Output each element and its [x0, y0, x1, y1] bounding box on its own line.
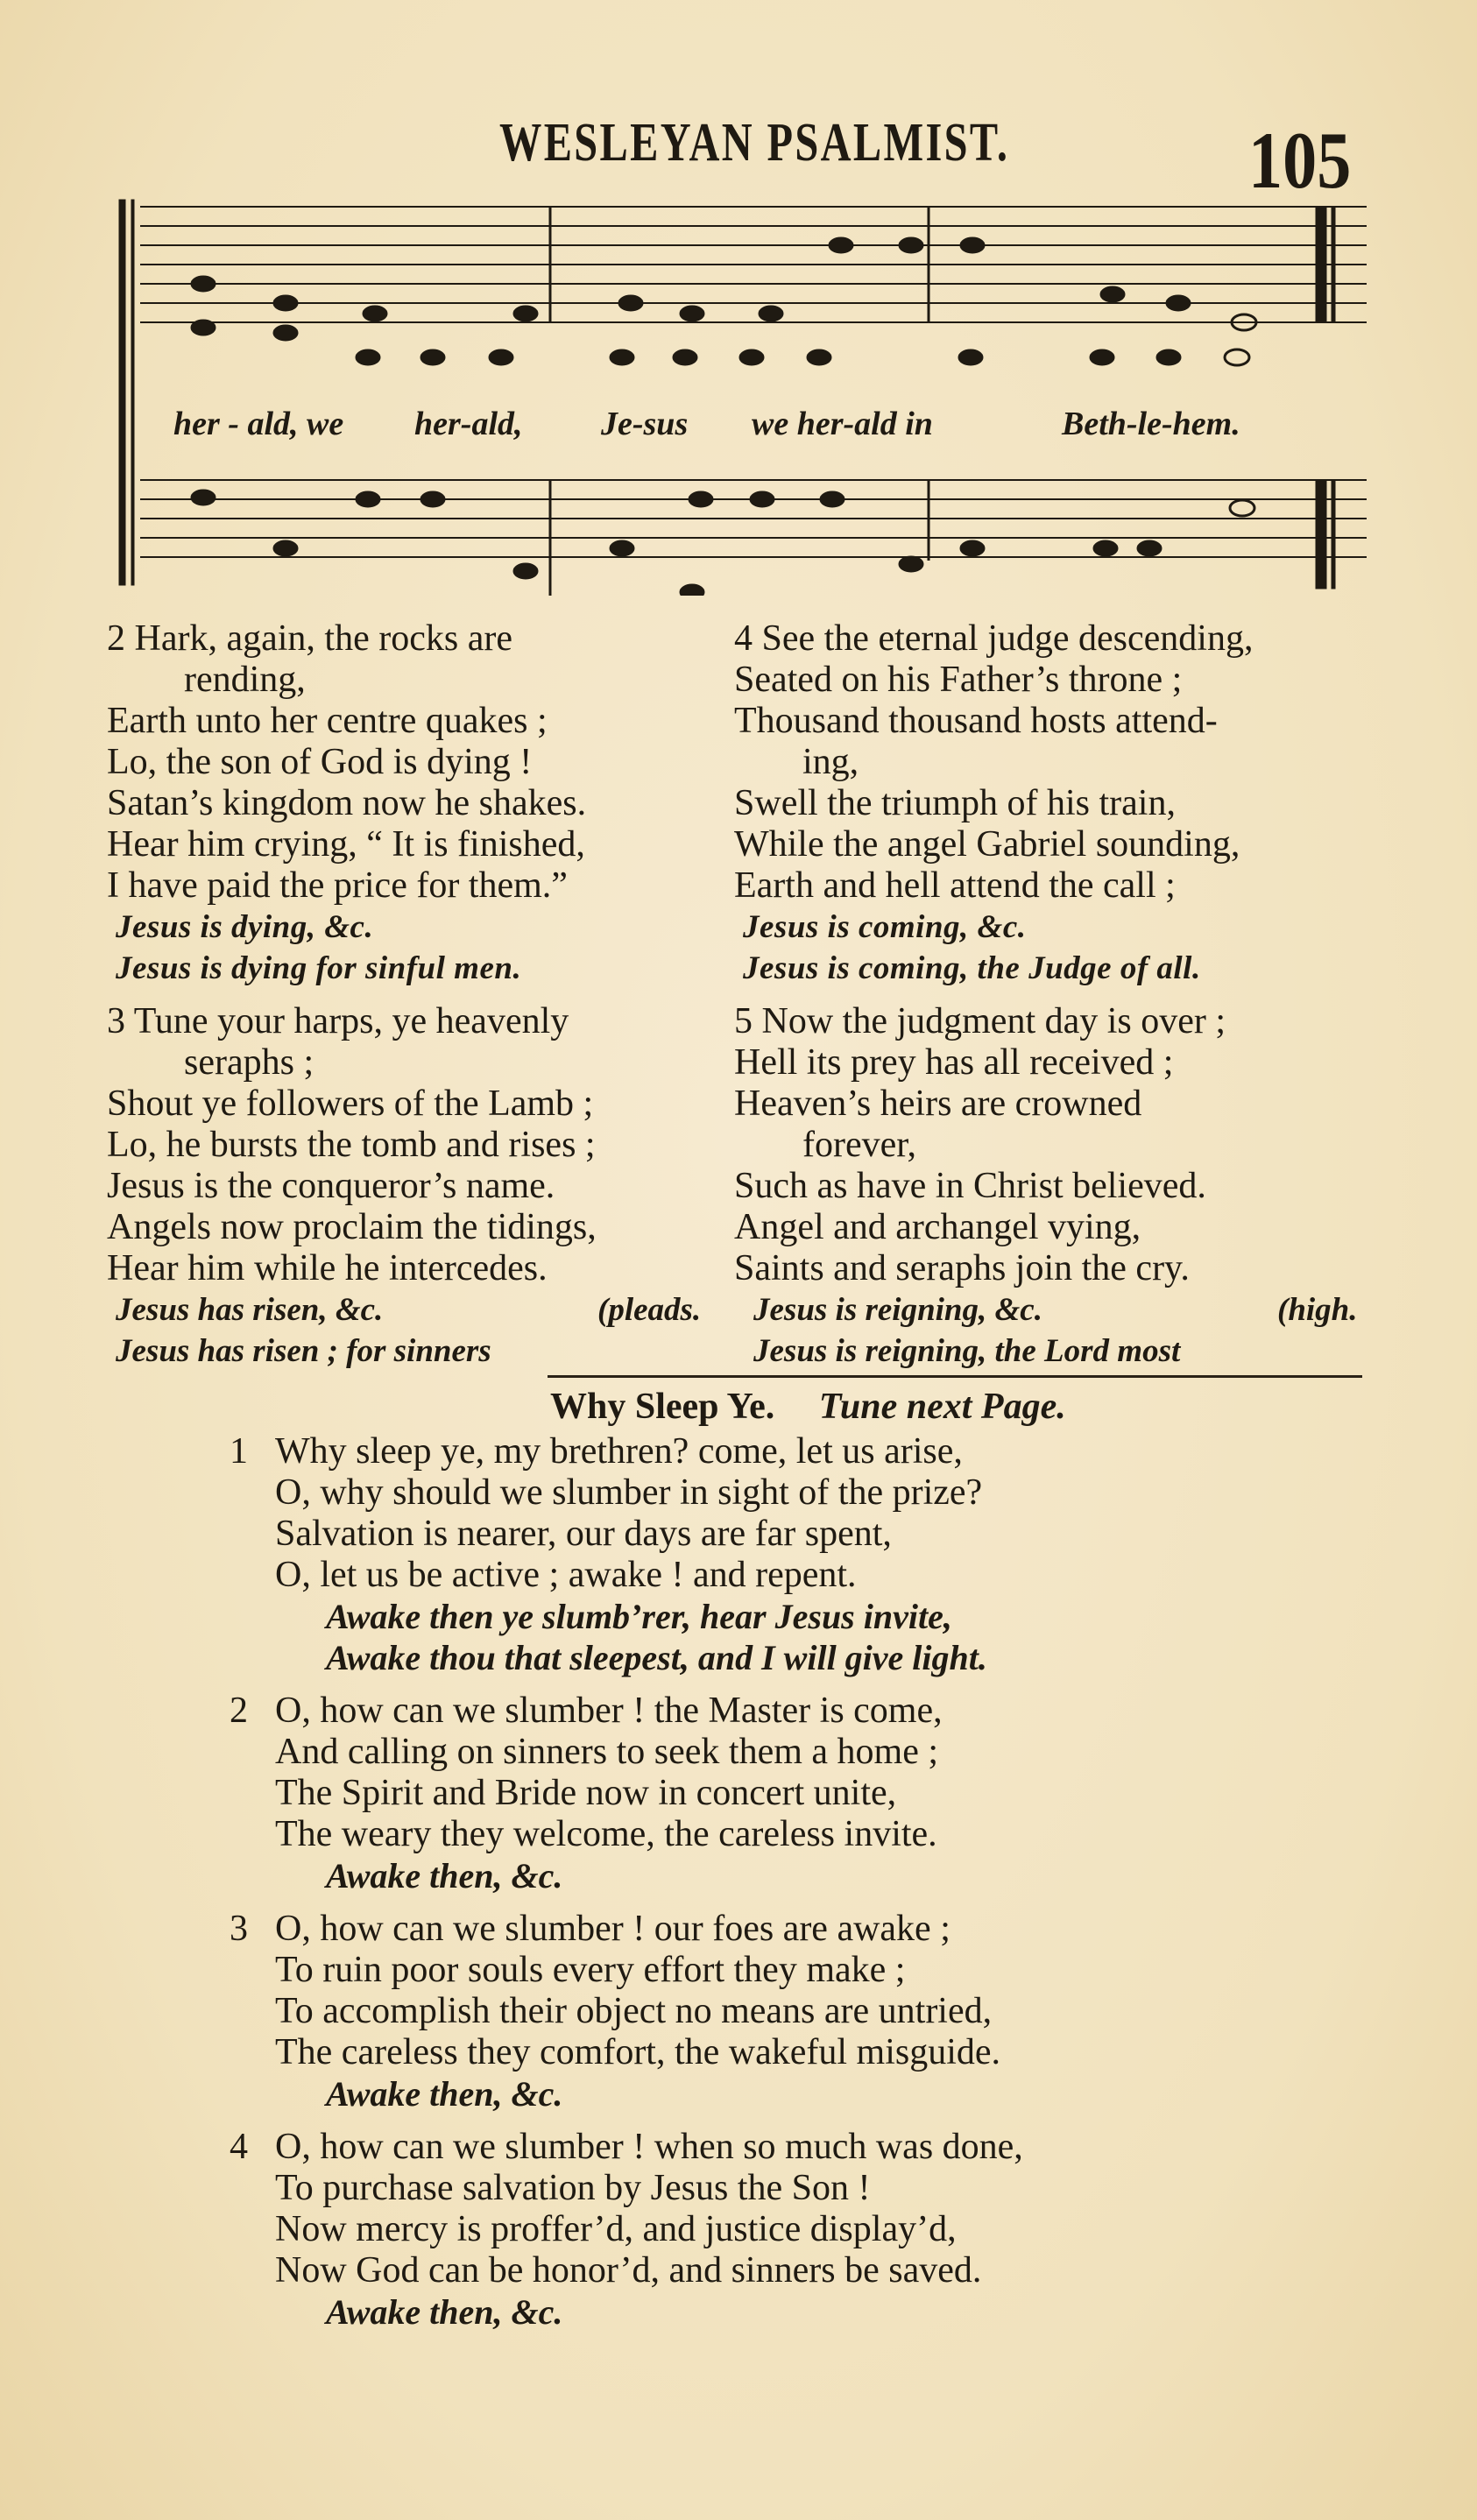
chorus-row	[734, 1331, 1253, 1372]
verse-line: Why sleep ye, my brethren? come, let us arise,	[275, 1431, 963, 1472]
refrain-line: Awake then, &c.	[326, 2074, 563, 2114]
stanzas-left	[107, 618, 702, 1384]
verse-line: The Spirit and Bride now in concert unite,	[275, 1773, 897, 1813]
stanza-line: 2 Hark, again, the rocks are	[107, 618, 512, 659]
chorus-continuation: (high.	[1277, 1292, 1358, 1328]
verse-line: O, why should we slumber in sight of the prize?	[275, 1472, 983, 1513]
chorus-line: Jesus is reigning, &c.	[753, 1292, 1042, 1328]
lyric-syllables: her-ald,	[414, 406, 523, 442]
stanza-3	[107, 1001, 702, 1372]
verse-line: To accomplish their object no means are untried,	[275, 1991, 993, 2031]
stanza-line: Satan’s kingdom now he shakes.	[107, 783, 587, 823]
lyric-syllables: Je-sus	[601, 406, 689, 442]
verse-line: The careless they comfort, the wakeful misguide.	[275, 2032, 1001, 2072]
stanza-line: 3 Tune your harps, ye heavenly	[107, 1001, 569, 1041]
stanza-line: Angels now proclaim the tidings,	[107, 1207, 597, 1247]
stanza-line: 4 See the eternal judge descending,	[734, 618, 1254, 659]
running-title: WESLEYAN PSALMIST.	[499, 113, 1010, 173]
verse-line: Now God can be honor’d, and sinners be saved.	[275, 2250, 982, 2291]
stanza-line: 5 Now the judgment day is over ;	[734, 1001, 1226, 1041]
stanza-line: forever,	[802, 1125, 917, 1165]
stanza-line: Such as have in Christ believed.	[734, 1166, 1206, 1206]
refrain-line: Awake then, &c.	[326, 2292, 563, 2332]
verse-1	[230, 1431, 1023, 1678]
stanzas-right	[734, 618, 1358, 1384]
lyric-syllables: Beth-le-hem.	[1062, 406, 1240, 442]
stanza-5	[734, 1001, 1358, 1372]
chorus-line: Jesus has risen, &c.	[116, 1292, 384, 1328]
hymn-header	[550, 1386, 1066, 1428]
noteheads-lower	[191, 490, 1254, 596]
chorus-line: Jesus has risen ; for sinners	[116, 1333, 491, 1369]
stanza-line: Seated on his Father’s throne ;	[734, 660, 1183, 700]
lower-staff	[140, 480, 1367, 557]
chorus-continuation: (pleads.	[597, 1292, 702, 1328]
chorus-line: Jesus is coming, the Judge of all.	[743, 950, 1201, 986]
verse-number: 4	[230, 2127, 248, 2167]
verse-line: O, how can we slumber ! the Master is come,	[275, 1691, 943, 1731]
stanza-2	[107, 618, 597, 989]
system-line	[131, 200, 134, 585]
stanza-line: Lo, the son of God is dying !	[107, 742, 533, 782]
chorus-line: Jesus is dying, &c.	[116, 909, 374, 945]
refrain-line: Awake then ye slumb’rer, hear Jesus invite,	[326, 1597, 952, 1636]
hymn-verses	[230, 1431, 1023, 2345]
verse-number: 1	[230, 1431, 248, 1472]
verse-4	[230, 2127, 1023, 2333]
stanza-line: I have paid the price for them.”	[107, 865, 568, 906]
refrain-line: Awake then, &c.	[326, 1856, 563, 1895]
section-divider	[548, 1375, 1362, 1378]
chorus-line: Jesus is dying for sinful men.	[116, 950, 522, 986]
chorus-row	[734, 1289, 1358, 1331]
stanza-line: Jesus is the conqueror’s name.	[107, 1166, 555, 1206]
stanza-line: While the angel Gabriel sounding,	[734, 824, 1240, 865]
verse-line: To ruin poor souls every effort they make ;	[275, 1950, 906, 1990]
stanza-line: Lo, he bursts the tomb and rises ;	[107, 1125, 596, 1165]
verse-number: 2	[230, 1691, 248, 1731]
stanza-line: Hear him crying, “ It is finished,	[107, 824, 585, 865]
refrain-line: Awake thou that sleepest, and I will give light.	[326, 1638, 987, 1677]
verse-line: And calling on sinners to seek them a home ;	[275, 1732, 939, 1772]
page-number: 105	[1248, 116, 1352, 205]
verse-line: O, how can we slumber ! our foes are awake ;	[275, 1909, 951, 1949]
verse-2	[230, 1691, 1023, 1896]
verse-3	[230, 1909, 1023, 2114]
verse-line: Salvation is nearer, our days are far spent,	[275, 1514, 892, 1554]
verse-line: To purchase salvation by Jesus the Son !	[275, 2168, 871, 2208]
hymn-title: Why Sleep Ye.	[550, 1387, 775, 1427]
music-notation	[0, 175, 1477, 596]
stanza-line: ing,	[802, 742, 859, 782]
verse-line: O, let us be active ; awake ! and repent.	[275, 1555, 857, 1595]
verse-number: 3	[230, 1909, 248, 1949]
stanza-line: Hear him while he intercedes.	[107, 1248, 548, 1288]
stanza-line: Earth unto her centre quakes ;	[107, 701, 548, 741]
stanza-line: Angel and archangel vying,	[734, 1207, 1141, 1247]
noteheads-middle	[356, 349, 1249, 365]
lyric-syllables: we her-ald in	[752, 406, 933, 442]
stanza-line: Saints and seraphs join the cry.	[734, 1248, 1190, 1288]
verse-line: O, how can we slumber ! when so much was done,	[275, 2127, 1023, 2167]
stanza-line: Thousand thousand hosts attend-	[734, 701, 1218, 741]
stanza-4	[734, 618, 1253, 989]
verse-line: Now mercy is proffer’d, and justice display’d,	[275, 2209, 957, 2249]
stanza-line: Shout ye followers of the Lamb ;	[107, 1084, 594, 1124]
chorus-line: Jesus is coming, &c.	[743, 909, 1027, 945]
stanza-line: rending,	[184, 660, 306, 700]
stanza-line: Swell the triumph of his train,	[734, 783, 1176, 823]
tune-note: Tune next Page.	[818, 1387, 1066, 1427]
chorus-row	[107, 1331, 597, 1372]
noteheads-upper	[191, 237, 1256, 341]
stanza-line: Heaven’s heirs are crowned	[734, 1084, 1142, 1124]
system-bracket	[119, 200, 125, 585]
stanza-line: Earth and hell attend the call ;	[734, 865, 1176, 906]
chorus-row	[107, 1289, 702, 1331]
stanza-line: Hell its prey has all received ;	[734, 1042, 1174, 1083]
stanza-line: seraphs ;	[184, 1042, 314, 1083]
chorus-line: Jesus is reigning, the Lord most	[753, 1333, 1181, 1369]
verse-line: The weary they welcome, the careless invite.	[275, 1814, 937, 1854]
lyric-syllables: her - ald, we	[173, 406, 344, 442]
